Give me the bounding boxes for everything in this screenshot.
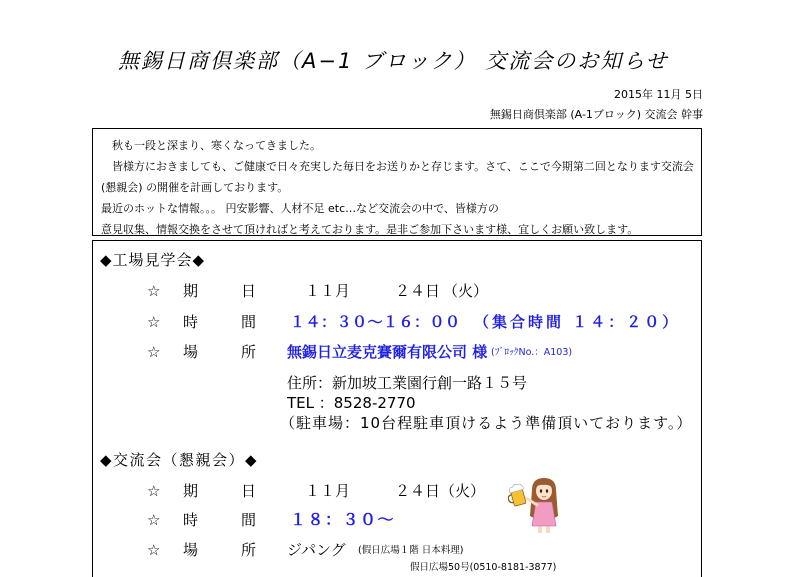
greeting-line: 意見収集、情報交換をさせて頂ければと考えております。是非ご参加下さいます様、宜しくお願い致します。 bbox=[101, 223, 639, 236]
tour-tel-row bbox=[93, 395, 701, 411]
row-label-char: 所 bbox=[241, 343, 257, 361]
greeting-box bbox=[92, 128, 702, 236]
greeting-line: 皆様方におきましても、ご健康で日々充実した毎日をお送りかと存じます。さて、ここで今期第二回となります交流会 bbox=[101, 160, 694, 173]
greeting-line: (懇親会) の開催を計画しております。 bbox=[101, 181, 289, 194]
document-title: 無錫日商倶楽部（A−1 ブロック） 交流会のお知らせ bbox=[118, 49, 669, 73]
eye bbox=[546, 489, 548, 493]
tour-venue: 無錫日立麦克賽爾有限公司 様 bbox=[287, 343, 488, 361]
tour-time: １４：３０～１６：００ bbox=[290, 313, 461, 331]
parking-note: （駐車場：10台程駐車頂けるよう準備頂いております。） bbox=[280, 414, 693, 432]
tour-day: ２４日 bbox=[395, 282, 441, 300]
row-label-char: 間 bbox=[241, 313, 257, 331]
event-details-box bbox=[92, 240, 702, 577]
tour-address: 住所：新加坡工業園行創一路１５号 bbox=[287, 374, 528, 392]
row-label-char: 日 bbox=[241, 282, 257, 300]
greeting-line: 最近のホットな情報。。。 円安影響、人材不足 etc…など交流会の中で、皆様方の bbox=[101, 202, 499, 215]
gathering-venue-detail: (假日広場１階 日本料理) bbox=[358, 545, 464, 556]
star-bullet: ☆ bbox=[147, 313, 161, 331]
gathering-time: １８：３０～ bbox=[290, 510, 396, 529]
row-label-char: 期 bbox=[183, 282, 199, 300]
gathering-date-row bbox=[93, 483, 701, 499]
tour-parking-row bbox=[93, 415, 701, 431]
factory-tour-time-row bbox=[93, 314, 701, 330]
organizer-signature: 無錫日商倶楽部 (A-1ブロック) 交流会 幹事 bbox=[489, 108, 703, 121]
gathering-month: １１月 bbox=[305, 482, 351, 500]
beer-mug-icon bbox=[508, 483, 527, 508]
assembly-time: （集合時間 １４：２０） bbox=[474, 313, 681, 331]
star-bullet: ☆ bbox=[147, 482, 161, 500]
gathering-venue: ジパング bbox=[287, 541, 346, 559]
star-bullet: ☆ bbox=[147, 343, 161, 361]
row-label-char: 期 bbox=[183, 482, 199, 500]
greeting-line: 秋も一段と深まり、寒くなってきました。 bbox=[101, 139, 321, 152]
row-label-char: 時 bbox=[183, 511, 199, 529]
row-label-char: 場 bbox=[183, 541, 199, 559]
row-label-char: 間 bbox=[241, 511, 257, 529]
row-label-char: 時 bbox=[183, 313, 199, 331]
tour-month: １１月 bbox=[305, 282, 351, 300]
gathering-time-row bbox=[93, 512, 701, 528]
star-bullet: ☆ bbox=[147, 282, 161, 300]
gathering-day: ２４日（火） bbox=[395, 482, 486, 500]
row-label-char: 場 bbox=[183, 343, 199, 361]
tour-address-row bbox=[93, 375, 701, 391]
star-bullet: ☆ bbox=[147, 511, 161, 529]
block-number: (ﾌﾞﾛｯｸNo.：A103) bbox=[491, 347, 573, 358]
factory-tour-heading: ◆工場見学会◆ bbox=[100, 251, 206, 269]
gathering-place-row bbox=[93, 542, 701, 558]
eye bbox=[540, 489, 542, 493]
star-bullet: ☆ bbox=[147, 541, 161, 559]
tour-tel: TEL ：8528-2770 bbox=[287, 394, 416, 412]
row-label-char: 日 bbox=[241, 482, 257, 500]
tour-weekday: （火） bbox=[443, 282, 489, 300]
issue-date: 2015年 11月 5日 bbox=[614, 88, 703, 101]
social-gathering-heading: ◆交流会（懇親会）◆ bbox=[100, 451, 259, 469]
gathering-address: 假日広場50号(0510-8181-3877) bbox=[410, 562, 557, 573]
factory-tour-place-row bbox=[93, 344, 701, 360]
row-label-char: 所 bbox=[241, 541, 257, 559]
factory-tour-date-row bbox=[93, 283, 701, 299]
